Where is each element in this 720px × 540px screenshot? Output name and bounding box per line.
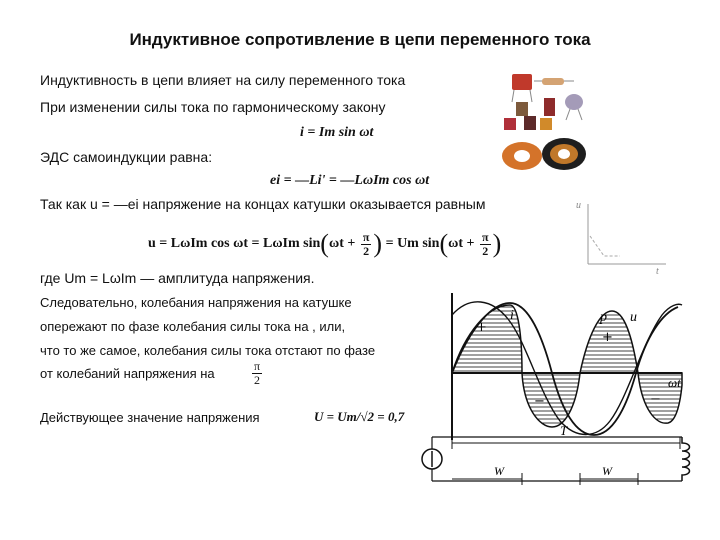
formula-current: i = Im sin ωt xyxy=(300,125,374,140)
svg-text:−: − xyxy=(650,392,661,407)
waveform-diagram xyxy=(410,285,715,490)
text-line-2: При изменении силы тока по гармоническому закону xyxy=(40,99,386,115)
text-line-10: Действующее значение напряжения xyxy=(40,410,260,425)
label-W-1: W xyxy=(494,464,504,478)
eq-paren-1: ωt + xyxy=(328,236,356,252)
text-line-8: что то же самое, колебания силы тока отстают по фазе xyxy=(40,343,376,358)
text-line-6: Следовательно, колебания напряжения на катушке xyxy=(40,295,352,310)
small-sketch-u-label: u xyxy=(576,200,581,211)
voltage-equation: u = LωIm cos ωt = LωIm sin(ωt + $\frac{\pi}{2}$ ) = Um sin(ωt + $\frac{\pi}{2}$ ) xyxy=(148,229,502,258)
rms-voltage-formula: U = Um/√2 = 0,7 xyxy=(314,409,405,424)
text-line-9: от колебаний напряжения на xyxy=(40,366,215,381)
text-line-3: ЭДС самоиндукции равна: xyxy=(40,149,213,165)
slide-title: Индуктивное сопротивление в цепи переменного тока xyxy=(129,30,591,49)
eq-part-1: u = LωIm cos ωt = LωIm sin xyxy=(148,236,321,252)
inductor-coil-icon xyxy=(682,437,690,481)
text-line-1: Индуктивность в цепи влияет на силу переменного тока xyxy=(40,72,406,88)
inductor-components-image xyxy=(500,72,600,180)
label-omega-t: ωt xyxy=(668,375,681,390)
eq-part-2: = Um sin xyxy=(385,236,440,252)
eq-frac-1: $\frac{\pi}{2}$ xyxy=(362,229,370,258)
label-W-2: W xyxy=(602,464,612,478)
svg-text:+: + xyxy=(602,330,613,345)
svg-text:+: + xyxy=(476,320,487,335)
eq-paren-2: ωt + xyxy=(448,236,475,252)
eq-frac-2: $\frac{\pi}{2}$ xyxy=(482,229,489,258)
formula-emf: ei = —Li' = —LωIm cos ωt xyxy=(270,173,430,188)
label-p: p xyxy=(600,310,607,325)
text-line-4: Так как u = —ei напряжение на концах катушки оказывается равным xyxy=(40,196,486,212)
text-line-7: опережают по фазе колебания силы тока на , или, xyxy=(40,319,346,334)
pi-over-2-fraction: $\frac{\pi}{2}$ xyxy=(254,359,261,387)
text-line-5: где Um = LωIm — амплитуда напряжения. xyxy=(40,270,315,286)
label-T: T xyxy=(560,423,568,438)
small-phase-sketch xyxy=(568,196,668,276)
small-sketch-t-label: t xyxy=(656,266,659,276)
svg-text:−: − xyxy=(534,394,545,409)
label-i: i xyxy=(510,308,514,323)
label-u: u xyxy=(630,310,637,325)
